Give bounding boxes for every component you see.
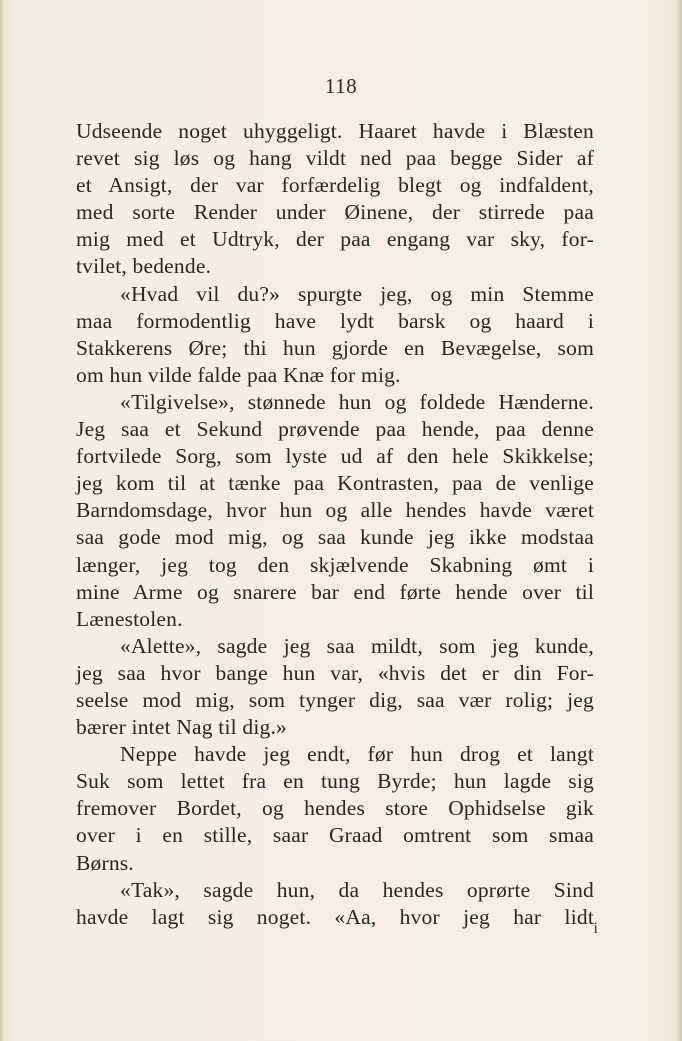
text-line: Neppe havde jeg endt, før hun drog et langt	[120, 742, 594, 767]
text-line: et Ansigt, der var forfærdelig blegt og indfaldent,	[76, 173, 594, 198]
text-line: Udseende noget uhyggeligt. Haaret havde i Blæsten	[76, 119, 594, 143]
text-line: mig med et Udtryk, der paa engang var sky, for-	[76, 227, 594, 252]
text-line: fortvilede Sorg, som lyste ud af den hele Skikkelse;	[76, 444, 594, 469]
margin-mark: i	[593, 920, 598, 937]
text-line: Lænestolen.	[76, 606, 183, 631]
text-line: længer, jeg tog den skjælvende Skabning ømt i	[76, 552, 594, 577]
text-line: Jeg saa et Sekund prøvende paa hende, paa denne	[76, 417, 594, 442]
text-line: revet sig løs og hang vildt ned paa begge Sider af	[76, 146, 594, 171]
text-line: om hun vilde falde paa Knæ for mig.	[76, 362, 401, 387]
text-line: «Hvad vil du?» spurgte jeg, og min Stemme	[120, 281, 594, 306]
text-line: seelse mod mig, som tynger dig, saa vær rolig; jeg	[76, 687, 594, 712]
text-line: Barndomsdage, hvor hun og alle hendes havde været	[76, 498, 594, 523]
text-line: Børns.	[76, 850, 134, 875]
page-number: 118	[324, 74, 358, 98]
text-line: med sorte Render under Øinene, der stirrede paa	[76, 200, 594, 225]
text-line: havde lagt sig noget. «Aa, hvor jeg har lidt	[76, 904, 594, 929]
text-line: «Tak», sagde hun, da hendes oprørte Sind	[120, 877, 594, 902]
text-line: Stakkerens Øre; thi hun gjorde en Bevægelse, som	[76, 335, 594, 360]
text-line: over i en stille, saar Graad omtrent som smaa	[76, 823, 594, 848]
page-left-edge	[0, 0, 4, 1041]
text-line: tvilet, bedende.	[76, 254, 212, 279]
text-line: bærer intet Nag til dig.»	[76, 715, 288, 740]
text-line: «Tilgivelse», stønnede hun og foldede Hænderne.	[120, 389, 594, 414]
text-line: jeg saa hvor bange hun var, «hvis det er din For-	[76, 660, 594, 685]
page-right-edge	[676, 0, 682, 1041]
text-line: «Alette», sagde jeg saa mildt, som jeg kunde,	[120, 633, 594, 658]
text-line: fremover Bordet, og hendes store Ophidselse gik	[76, 796, 594, 821]
text-line: mine Arme og snarere bar end førte hende over til	[76, 579, 594, 604]
text-line: saa gode mod mig, og saa kunde jeg ikke modstaa	[76, 525, 594, 550]
body-text	[76, 118, 594, 931]
text-line: jeg kom til at tænke paa Kontrasten, paa de venlige	[76, 471, 594, 496]
text-line: maa formodentlig have lydt barsk og haard i	[76, 308, 594, 333]
text-line: Suk som lettet fra en tung Byrde; hun lagde sig	[76, 769, 594, 794]
